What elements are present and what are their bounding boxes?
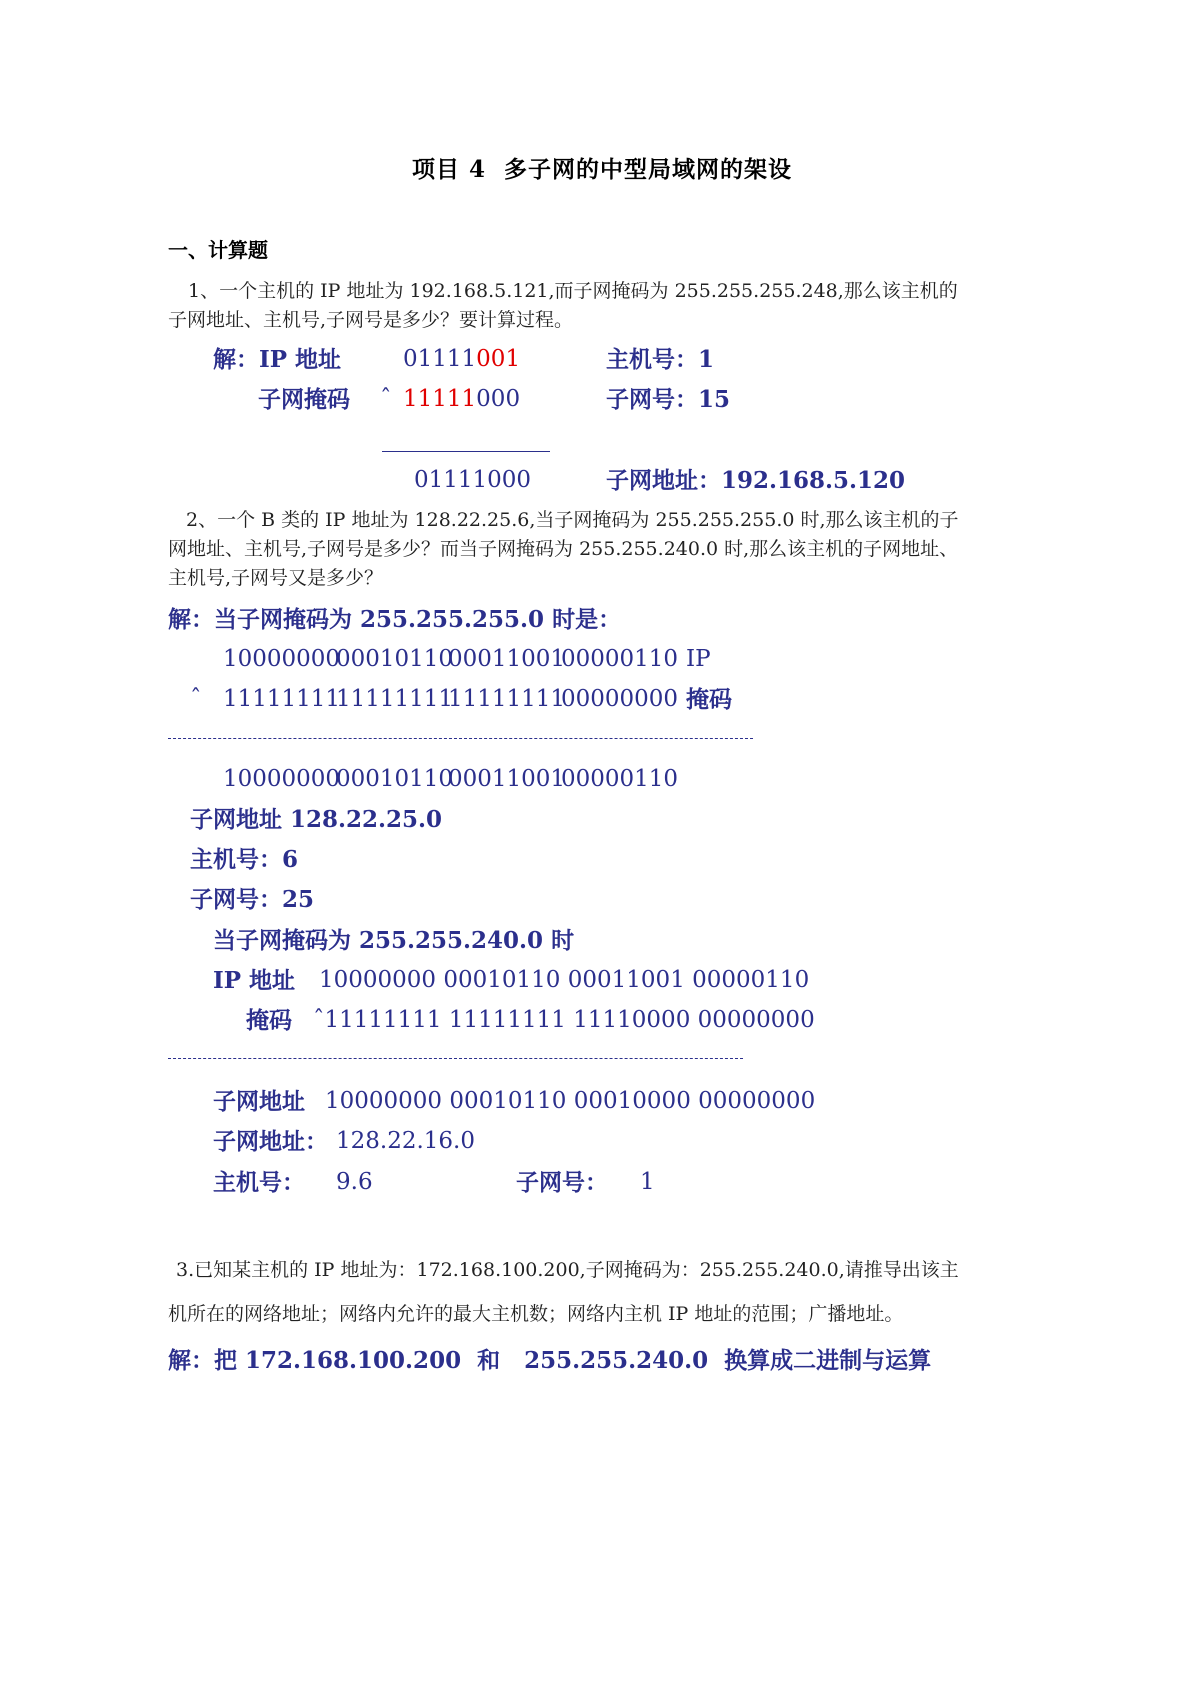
q1-caret: ˆ [380, 386, 392, 412]
question-2-line-1: 2、一个 B 类的 IP 地址为 128.22.25.6,当子网掩码为 255.255.255.0 时,那么该主机的子 [186, 509, 959, 531]
question-3-line-1: 3.已知某主机的 IP 地址为：172.168.100.200,子网掩码为：255.255.240.0,请推导出该主 [176, 1259, 959, 1281]
q1-result-rule [382, 451, 550, 452]
question-3-line-2: 机所在的网络地址；网络内允许的最大主机数；网络内主机 IP 地址的范围；广播地址。 [168, 1303, 904, 1325]
q2-host-label: 主机号： [213, 1169, 305, 1196]
q2-row1-col1: 10000000 [223, 646, 341, 672]
q2-subnet-label: 子网号： [516, 1169, 608, 1196]
q1-result-binary: 01111000 [414, 467, 532, 493]
q1-ip-binary-red: 001 [476, 346, 521, 372]
q2-row2-label: 掩码 [686, 686, 732, 713]
q3-answer: 解：把 172.168.100.200 和 255.255.240.0 换算成二进制与运算 [168, 1347, 932, 1374]
q2-subnet-number: 子网号：25 [190, 886, 315, 913]
q1-mask-binary [403, 388, 520, 411]
q2-result-address: 128.22.16.0 [336, 1128, 475, 1154]
q1-host-number: 主机号：1 [606, 346, 715, 373]
q1-mask-binary-red: 11111 [403, 386, 477, 412]
q2-mask-binary: ˆ11111111 11111111 11110000 00000000 [313, 1007, 815, 1033]
page-title: 项目 4 多子网的中型局域网的架设 [412, 156, 793, 183]
question-2-line-3: 主机号,子网号又是多少？ [168, 567, 384, 589]
q2-row2-col4: 00000000 [561, 686, 679, 712]
section-heading: 一、计算题 [168, 238, 268, 262]
q2-subnet-value: 1 [640, 1169, 655, 1195]
question-1-line-1: 1、一个主机的 IP 地址为 192.168.5.121,而子网掩码为 255.255.255.248,那么该主机的 [188, 280, 958, 302]
q2-host-number: 主机号：6 [190, 846, 299, 873]
q2-row2-col1: 11111111 [223, 686, 341, 712]
question-1-line-2: 子网地址、主机号,子网号是多少？要计算过程。 [168, 309, 574, 331]
q1-ip-binary [403, 348, 520, 371]
q2-mask-label: 掩码 [246, 1007, 292, 1034]
q2-part-b-heading: 当子网掩码为 255.255.240.0 时 [213, 927, 575, 954]
q2-subnet-address: 子网地址 128.22.25.0 [190, 806, 443, 833]
q2-result-address-label: 子网地址： [213, 1128, 328, 1155]
q2-row2-col3: 11111111 [448, 686, 566, 712]
q2-row3-col1: 10000000 [223, 766, 341, 792]
q1-ip-binary-black: 01111 [403, 346, 477, 372]
q2-ip-label: IP 地址 [213, 967, 296, 994]
q2-dashed-rule-2 [168, 1058, 743, 1059]
q2-row1-col2: 00010110 [336, 646, 454, 672]
question-2-line-2: 网地址、主机号,子网号是多少？而当子网掩码为 255.255.240.0 时,那么该主机的子网地址、 [168, 538, 959, 560]
q1-ip-label: 解：IP 地址 [213, 346, 342, 373]
q2-row3-col2: 00010110 [336, 766, 454, 792]
q2-caret: ˆ [190, 686, 202, 712]
q2-ip-binary: 10000000 00010110 00011001 00000110 [319, 967, 810, 993]
q1-mask-binary-black: 000 [476, 386, 521, 412]
q2-row2-col2: 11111111 [336, 686, 454, 712]
q1-mask-label: 子网掩码 [258, 386, 350, 413]
q2-row1-col4: 00000110 [561, 646, 679, 672]
q2-row1-label: IP [686, 646, 711, 672]
q1-subnet-address: 子网地址：192.168.5.120 [606, 467, 906, 494]
q2-dashed-rule-1 [168, 738, 753, 739]
q2-row1-col3: 00011001 [448, 646, 566, 672]
q2-result-binary: 10000000 00010110 00010000 00000000 [325, 1088, 816, 1114]
q2-host-value: 9.6 [336, 1169, 373, 1195]
q2-answer-heading: 解：当子网掩码为 255.255.255.0 时是： [168, 606, 622, 633]
q1-subnet-number: 子网号：15 [606, 386, 731, 413]
q2-row3-col3: 00011001 [448, 766, 566, 792]
q2-row3-col4: 00000110 [561, 766, 679, 792]
q2-result-label: 子网地址 [213, 1088, 305, 1115]
